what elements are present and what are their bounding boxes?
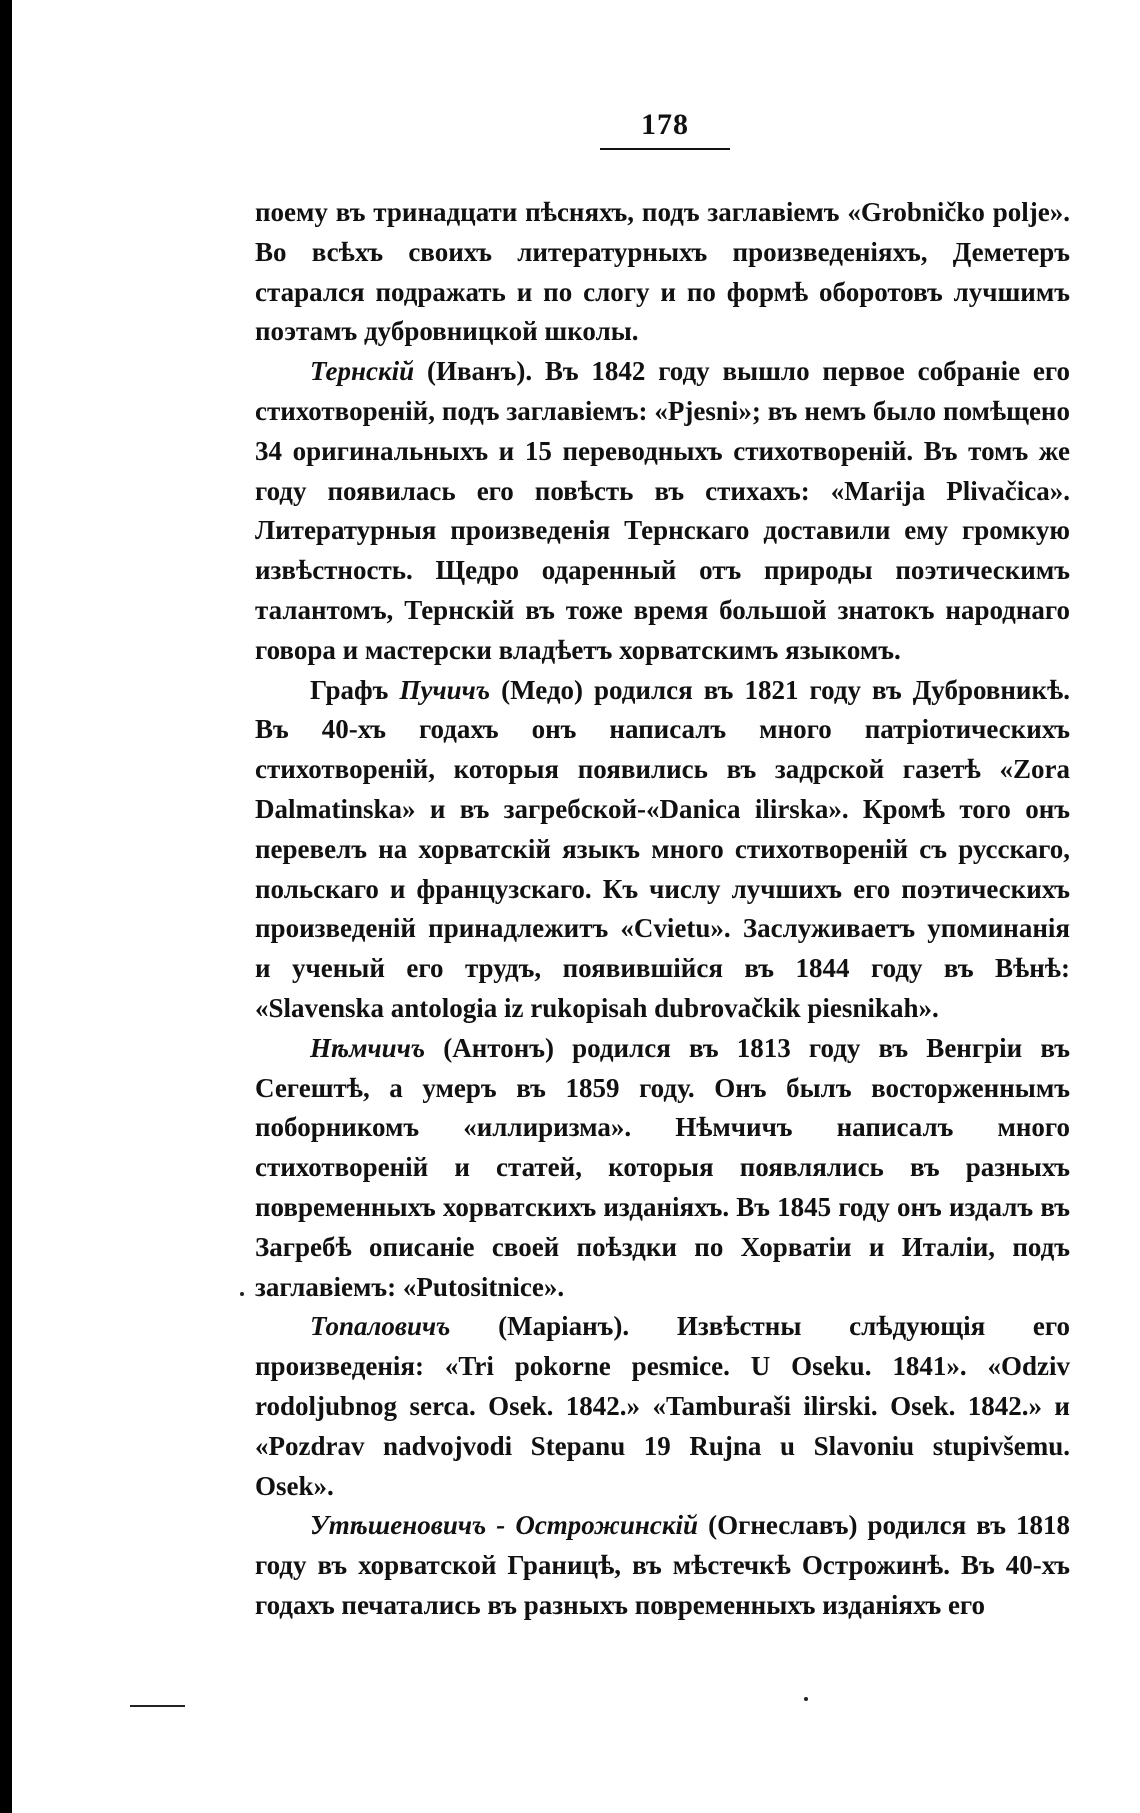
paragraph-text: Графъ [310, 674, 400, 705]
page-edge-bar [0, 0, 12, 1813]
paragraph-nemcic [255, 1029, 1070, 1308]
page-header [600, 108, 730, 150]
paragraph-text: (Антонъ) родился въ 1813 году въ Венгріи въ Сегештѣ, а умеръ въ 1859 году. Онъ былъ восторженнымъ поборникомъ «иллиризма». Нѣмчичъ написалъ много стихотвореній и статей, которыя появлялись въ разныхъ повременныхъ хорватскихъ изданіяхъ. Въ 1845 году онъ издалъ въ Загребѣ описаніе своей поѣздки по Хорватіи и Италіи, подъ заглавіемъ: «Putositnice». [255, 1032, 1070, 1302]
paragraph-utjesenovic [255, 1506, 1070, 1625]
paragraph-pucic [255, 671, 1070, 1029]
paragraph-text: (Медо) родился въ 1821 году въ Дубровникѣ. Въ 40-хъ годахъ онъ написалъ много патріотическихъ стихотвореній, которыя появились въ задрской газетѣ «Zora Dalmatinska» и въ загребской-«Danica ilirska». Кромѣ того онъ перевелъ на хорватскій языкъ много стихотвореній съ русскаго, польскаго и французскаго. Къ числу лучшихъ его поэтическихъ произведеній принадлежитъ «Cvietu». Заслуживаетъ упоминанія и ученый его трудъ, появившійся въ 1844 году въ Вѣнѣ: «Slavenska antologia iz rukopisah dubrovačkik piesnikah». [255, 674, 1070, 1023]
stray-dot [804, 1697, 808, 1701]
stray-mark [130, 1705, 185, 1707]
author-name: Пучичъ [399, 674, 491, 705]
author-name: Нѣмчичъ [310, 1032, 426, 1063]
stray-dot [240, 1292, 244, 1296]
paragraph-topalovic [255, 1307, 1070, 1506]
page-number-rule [600, 148, 730, 150]
paragraph-grobnicko [255, 193, 1070, 352]
page-number: 178 [641, 108, 689, 141]
body-text [255, 193, 1070, 1626]
paragraph-text: (Маріанъ). Извѣстны слѣдующія его произведенія: «Tri pokorne pesmice. U Oseku. 1841». «Odziv rodoljubnog serca. Osek. 1842.» «Tamburaši ilirski. Osek. 1842.» и «Pozdrav nadvojvodi Stepanu 19 Rujna u Slavoniu stupivšemu. Osek». [255, 1311, 1070, 1501]
paragraph-ternsky [255, 352, 1070, 670]
paragraph-text: (Огнеславъ) родился въ 1818 году въ хорватской Границѣ, въ мѣстечкѣ Острожинѣ. Въ 40-хъ годахъ печатались въ разныхъ повременныхъ изданіяхъ его [255, 1510, 1070, 1620]
paragraph-text: поему въ тринадцати пѣсняхъ, подъ заглавіемъ «Grobničko polje». Во всѣхъ своихъ литературныхъ произведеніяхъ, Деметеръ старался подражать и по слогу и по формѣ оборотовъ лучшимъ поэтамъ дубровницкой школы. [255, 197, 1070, 347]
paragraph-text: (Иванъ). Въ 1842 году вышло первое собраніе его стихотвореній, подъ заглавіемъ: «Pjesni»; въ немъ было помѣщено 34 оригинальныхъ и 15 переводныхъ стихотвореній. Въ томъ же году появилась его повѣсть въ стихахъ: «Marija Plivačica». Литературныя произведенія Тернскаго доставили ему громкую извѣстность. Щедро одаренный отъ природы поэтическимъ талантомъ, Тернскій въ тоже время большой знатокъ народнаго говора и мастерски владѣетъ хорватскимъ языкомъ. [255, 356, 1070, 665]
author-name: Тернскій [310, 356, 415, 387]
author-name: Утѣшеновичъ - Острожинскій [310, 1510, 699, 1541]
author-name: Топаловичъ [310, 1311, 451, 1342]
